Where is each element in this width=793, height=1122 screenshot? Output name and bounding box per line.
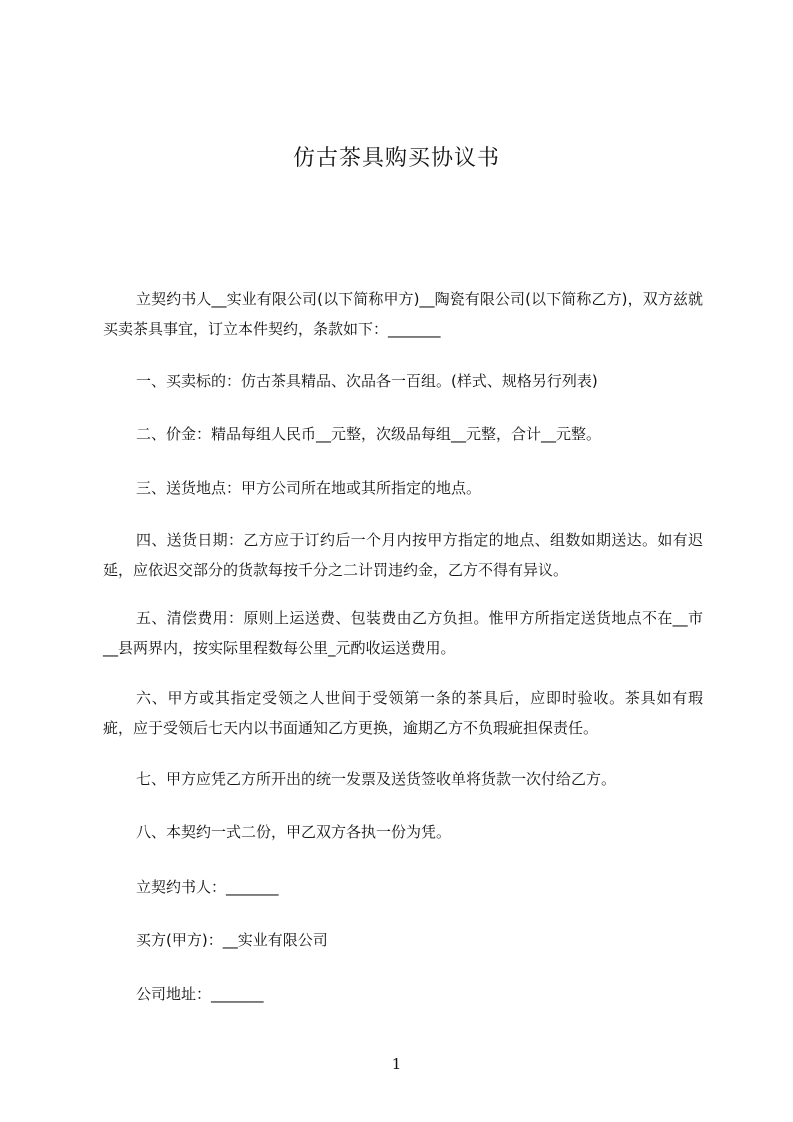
signatory-line: 立契约书人：_______ — [136, 878, 279, 896]
document-title: 仿古茶具购买协议书 — [292, 146, 500, 171]
clause-1-subject: 一、买卖标的：仿古茶具精品、次品各一百组。(样式、规格另行列表) — [136, 372, 598, 390]
clause-6-inspection: 六、甲方或其指定受领之人世间于受领第一条的茶具后，应即时验收。茶具如有瑕疵，应于受领后七天内以书面通知乙方更换，逾期乙方不负瑕疵担保责任。 — [103, 689, 703, 737]
clause-7-payment: 七、甲方应凭乙方所开出的统一发票及送货签收单将货款一次付给乙方。 — [136, 770, 617, 788]
page-number: 1 — [391, 1055, 402, 1073]
clause-4-delivery-date: 四、送货日期：乙方应于订约后一个月内按甲方指定的地点、组数如期送达。如有迟延，应依迟交部分的货款每按千分之二计罚违约金，乙方不得有异议。 — [103, 531, 703, 579]
clause-5-fees: 五、清偿费用：原则上运送费、包装费由乙方负担。惟甲方所指定送货地点不在__市__县两界内，按实际里程数每公里_元酌收运送费用。 — [103, 609, 703, 657]
intro-paragraph: 立契约书人__实业有限公司(以下简称甲方)__陶瓷有限公司(以下简称乙方)，双方兹就买卖茶具事宜，订立本件契约，条款如下：_______ — [103, 290, 703, 338]
clause-2-price: 二、价金：精品每组人民币__元整，次级品每组__元整，合计__元整。 — [136, 425, 602, 443]
company-address-line: 公司地址：_______ — [136, 985, 264, 1003]
buyer-line: 买方(甲方)：__实业有限公司 — [136, 931, 328, 949]
clause-3-delivery-location: 三、送货地点：甲方公司所在地或其所指定的地点。 — [136, 479, 482, 497]
clause-8-copies: 八、本契约一式二份，甲乙双方各执一份为凭。 — [136, 823, 452, 841]
